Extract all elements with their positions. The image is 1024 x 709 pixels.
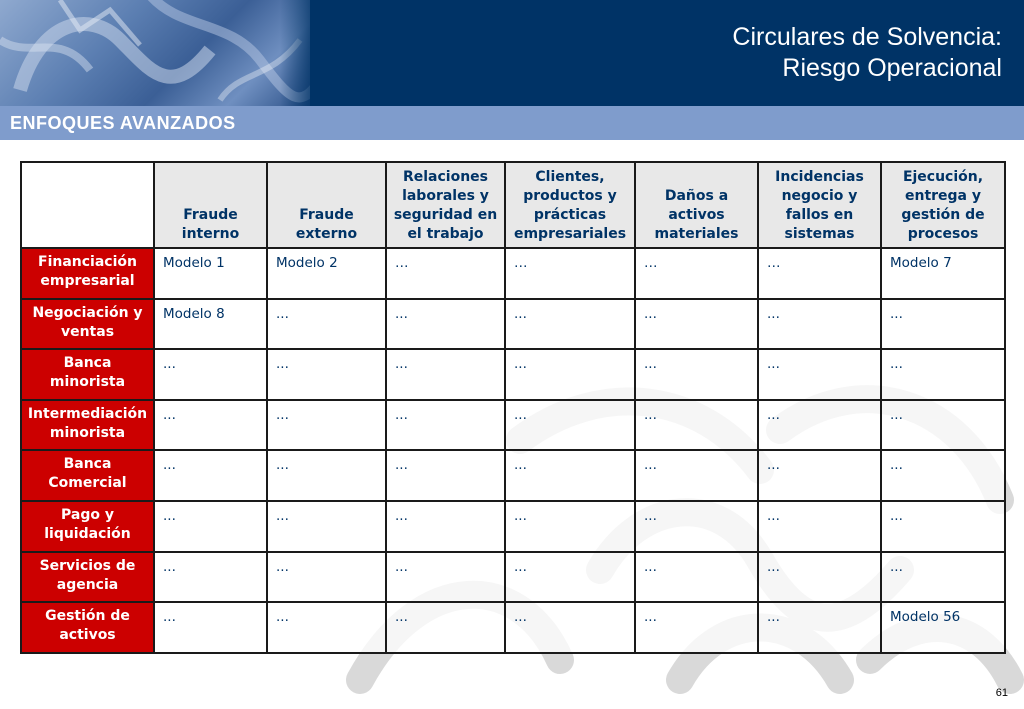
table-cell: ... xyxy=(154,552,267,603)
table-cell: ... xyxy=(505,501,635,552)
table-cell: ... xyxy=(154,501,267,552)
table-cell: ... xyxy=(635,349,758,400)
section-label: ENFOQUES AVANZADOS xyxy=(10,113,236,133)
table-cell: … xyxy=(505,248,635,299)
row-header: Gestión de activos xyxy=(21,602,154,653)
table-cell: ... xyxy=(386,299,505,350)
corner-cell xyxy=(21,162,154,248)
column-header: Clientes, productos y prácticas empresariales xyxy=(505,162,635,248)
table-cell: ... xyxy=(505,299,635,350)
table-row xyxy=(21,602,1005,653)
table-cell: Modelo 56 xyxy=(881,602,1005,653)
table-cell: Modelo 7 xyxy=(881,248,1005,299)
table-cell: ... xyxy=(635,501,758,552)
table-cell: ... xyxy=(386,349,505,400)
table-cell: ... xyxy=(758,450,881,501)
table-cell: ... xyxy=(267,299,386,350)
table-cell: ... xyxy=(881,349,1005,400)
column-header: Fraude interno xyxy=(154,162,267,248)
table-cell: … xyxy=(386,248,505,299)
table-cell: ... xyxy=(386,602,505,653)
table-cell: ... xyxy=(758,602,881,653)
table-cell: ... xyxy=(386,552,505,603)
table-cell: … xyxy=(635,248,758,299)
table-cell: ... xyxy=(758,400,881,451)
table-row xyxy=(21,501,1005,552)
table-cell: ... xyxy=(758,349,881,400)
column-header: Relaciones laborales y seguridad en el trabajo xyxy=(386,162,505,248)
table-cell: Modelo 2 xyxy=(267,248,386,299)
page-title xyxy=(732,22,1002,84)
table-cell: ... xyxy=(505,552,635,603)
table-cell: ... xyxy=(505,400,635,451)
table-cell: ... xyxy=(881,299,1005,350)
table-cell: ... xyxy=(267,349,386,400)
table-cell: ... xyxy=(386,450,505,501)
table-cell: Modelo 8 xyxy=(154,299,267,350)
table-cell: ... xyxy=(267,450,386,501)
table-cell: ... xyxy=(758,552,881,603)
row-header: Financiación empresarial xyxy=(21,248,154,299)
row-header: Banca minorista xyxy=(21,349,154,400)
table-cell: ... xyxy=(505,602,635,653)
header-photo xyxy=(0,0,310,106)
table-cell: ... xyxy=(386,400,505,451)
table-cell: ... xyxy=(635,602,758,653)
title-line-2: Riesgo Operacional xyxy=(782,54,1002,82)
title-line-1: Circulares de Solvencia: xyxy=(732,23,1002,51)
header-row xyxy=(21,162,1005,248)
table-cell: ... xyxy=(154,400,267,451)
table-cell: ... xyxy=(881,552,1005,603)
table-cell: ... xyxy=(267,501,386,552)
table-cell: ... xyxy=(154,349,267,400)
row-header: Servicios de agencia xyxy=(21,552,154,603)
table-row xyxy=(21,552,1005,603)
table-cell: ... xyxy=(154,602,267,653)
table-row xyxy=(21,450,1005,501)
column-header: Ejecución, entrega y gestión de procesos xyxy=(881,162,1005,248)
header-photo-graphic xyxy=(0,0,310,106)
column-header: Fraude externo xyxy=(267,162,386,248)
header-fade xyxy=(280,0,320,106)
table-cell: ... xyxy=(758,501,881,552)
table-cell: ... xyxy=(505,349,635,400)
row-header: Banca Comercial xyxy=(21,450,154,501)
row-header: Intermediación minorista xyxy=(21,400,154,451)
table-cell: ... xyxy=(267,552,386,603)
table-row xyxy=(21,349,1005,400)
page-number: 61 xyxy=(995,687,1008,699)
table-cell: ... xyxy=(267,602,386,653)
table-cell: ... xyxy=(881,450,1005,501)
column-header: Incidencias negocio y fallos en sistemas xyxy=(758,162,881,248)
table-cell: ... xyxy=(635,450,758,501)
table-cell: ... xyxy=(386,501,505,552)
table-cell: ... xyxy=(881,400,1005,451)
table-row xyxy=(21,248,1005,299)
table-cell: ... xyxy=(635,552,758,603)
table-cell: ... xyxy=(635,299,758,350)
table-row xyxy=(21,299,1005,350)
table-row xyxy=(21,400,1005,451)
row-header: Pago y liquidación xyxy=(21,501,154,552)
table-cell: ... xyxy=(635,400,758,451)
table-cell: ... xyxy=(505,450,635,501)
table-cell: … xyxy=(758,248,881,299)
table-cell: ... xyxy=(758,299,881,350)
table-body xyxy=(21,248,1005,653)
table-cell: Modelo 1 xyxy=(154,248,267,299)
column-header: Daños a activos materiales xyxy=(635,162,758,248)
table-cell: ... xyxy=(881,501,1005,552)
table-cell: ... xyxy=(154,450,267,501)
table-cell: ... xyxy=(267,400,386,451)
risk-matrix-table xyxy=(20,161,1006,654)
row-header: Negociación y ventas xyxy=(21,299,154,350)
